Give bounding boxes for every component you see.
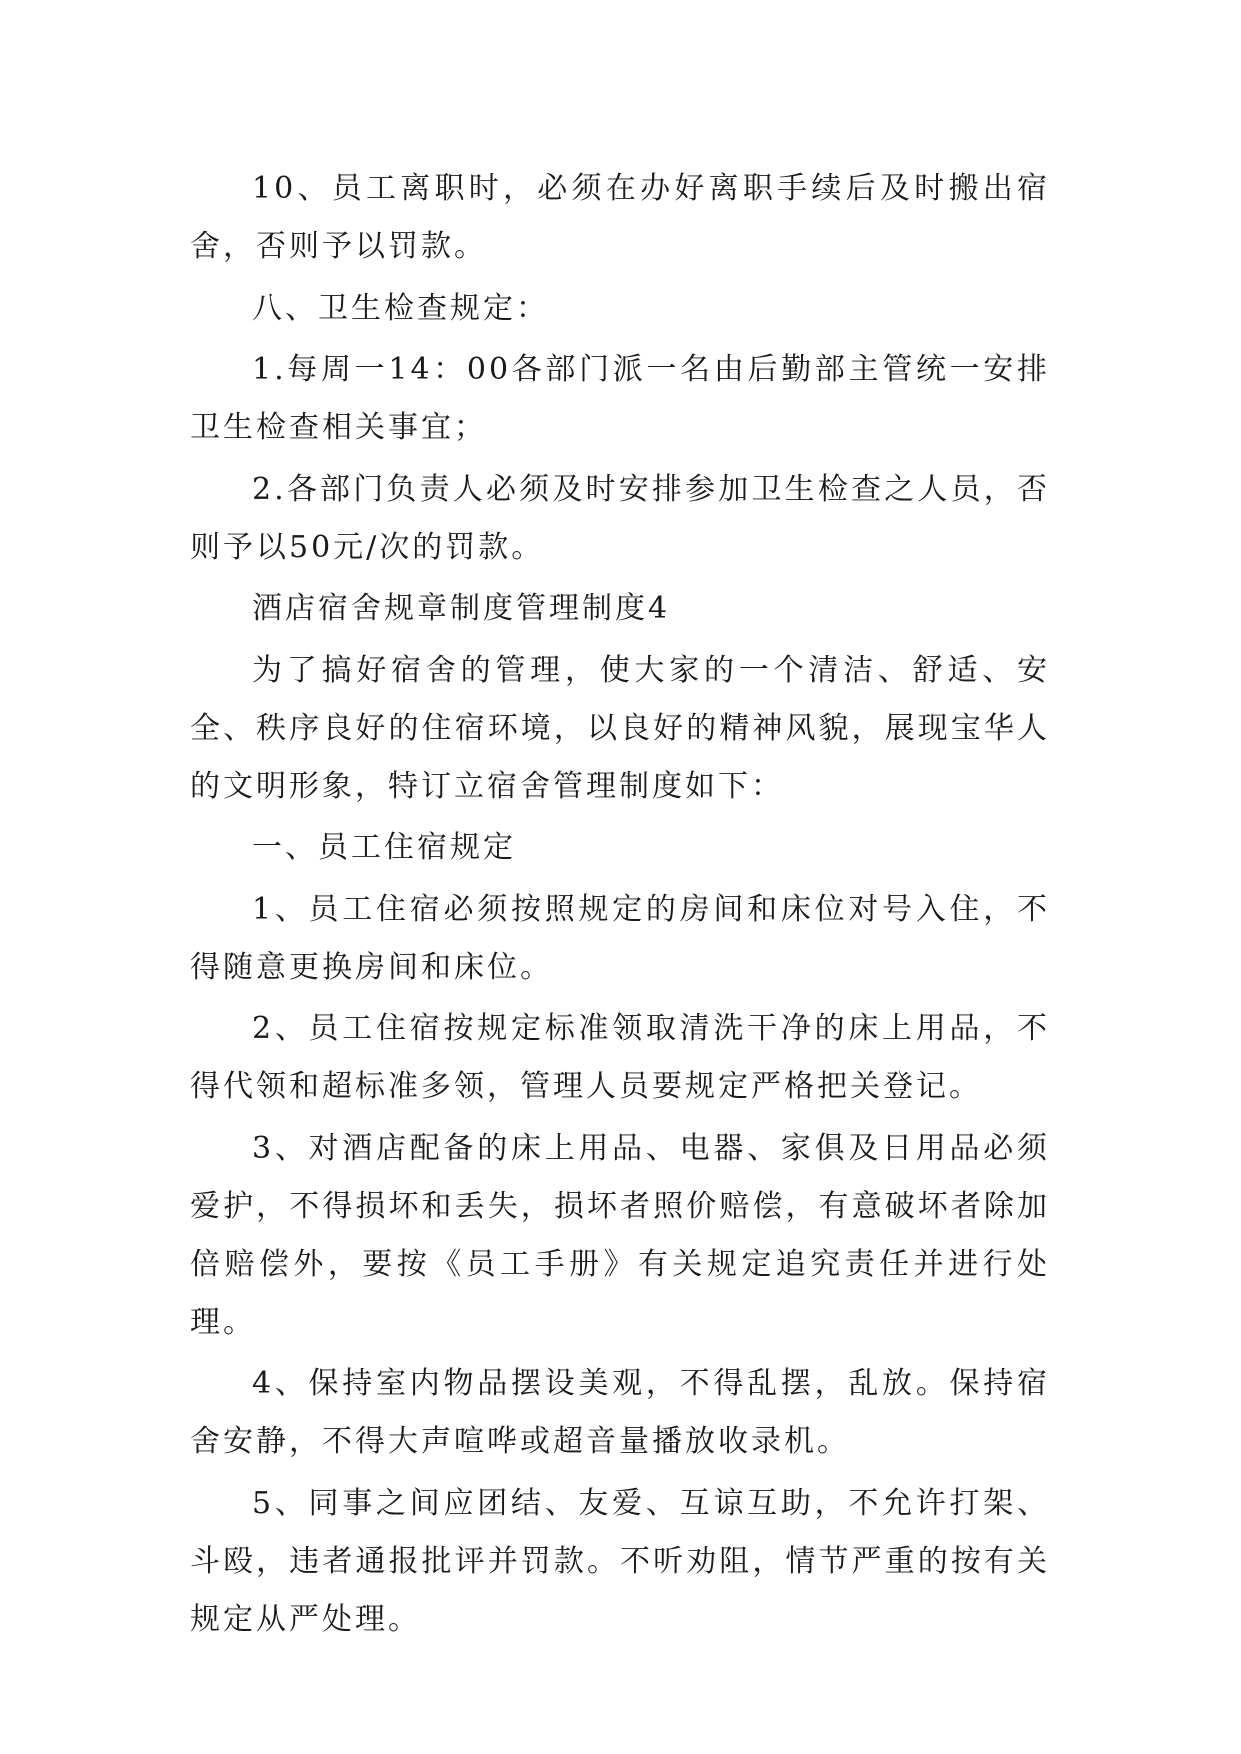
paragraph-inspection-staffing-fine: 2.各部门负责人必须及时安排参加卫生检查之人员，否则予以50元/次的罚款。: [190, 471, 1050, 565]
section-heading-accommodation-rules: 一、员工住宿规定: [252, 830, 516, 865]
rule-care-of-property: 3、对酒店配备的床上用品、电器、家俱及日用品必须爱护，不得损坏和丢失，损坏者照价赔偿，有意破坏者除加倍赔偿外，要按《员工手册》有关规定追究责任并进行处理。: [190, 1130, 1050, 1340]
paragraph-weekly-inspection: 1.每周一14：00各部门派一名由后勤部主管统一安排卫生检查相关事宜；: [190, 352, 1050, 445]
rule-colleague-conduct: 5、同事之间应团结、友爱、互谅互助，不允许打架、斗殴，违者通报批评并罚款。不听劝阻，情节严重的按有关规定从严处理。: [190, 1485, 1050, 1637]
paragraph-introduction: 为了搞好宿舍的管理，使大家的一个清洁、舒适、安全、秩序良好的住宿环境，以良好的精神风貌，展现宝华人的文明形象，特订立宿舍管理制度如下：: [190, 652, 1050, 804]
rule-bedding-collection: 2、员工住宿按规定标准领取清洗干净的床上用品，不得代领和超标准多领，管理人员要规定严格把关登记。: [190, 1011, 1050, 1104]
document-body: [190, 160, 1050, 1652]
rule-assigned-room-bed: 1、员工住宿必须按照规定的房间和床位对号入住，不得随意更换房间和床位。: [190, 891, 1050, 985]
section-heading-hygiene-inspection: 八、卫生检查规定：: [252, 290, 549, 326]
document-title: 酒店宿舍规章制度管理制度4: [252, 591, 671, 626]
paragraph-resignation-move-out: 10、员工离职时，必须在办好离职手续后及时搬出宿舍，否则予以罚款。: [190, 171, 1050, 264]
rule-tidiness-quiet: 4、保持室内物品摆设美观，不得乱摆，乱放。保持宿舍安静，不得大声喧哗或超音量播放收录机。: [190, 1366, 1050, 1459]
